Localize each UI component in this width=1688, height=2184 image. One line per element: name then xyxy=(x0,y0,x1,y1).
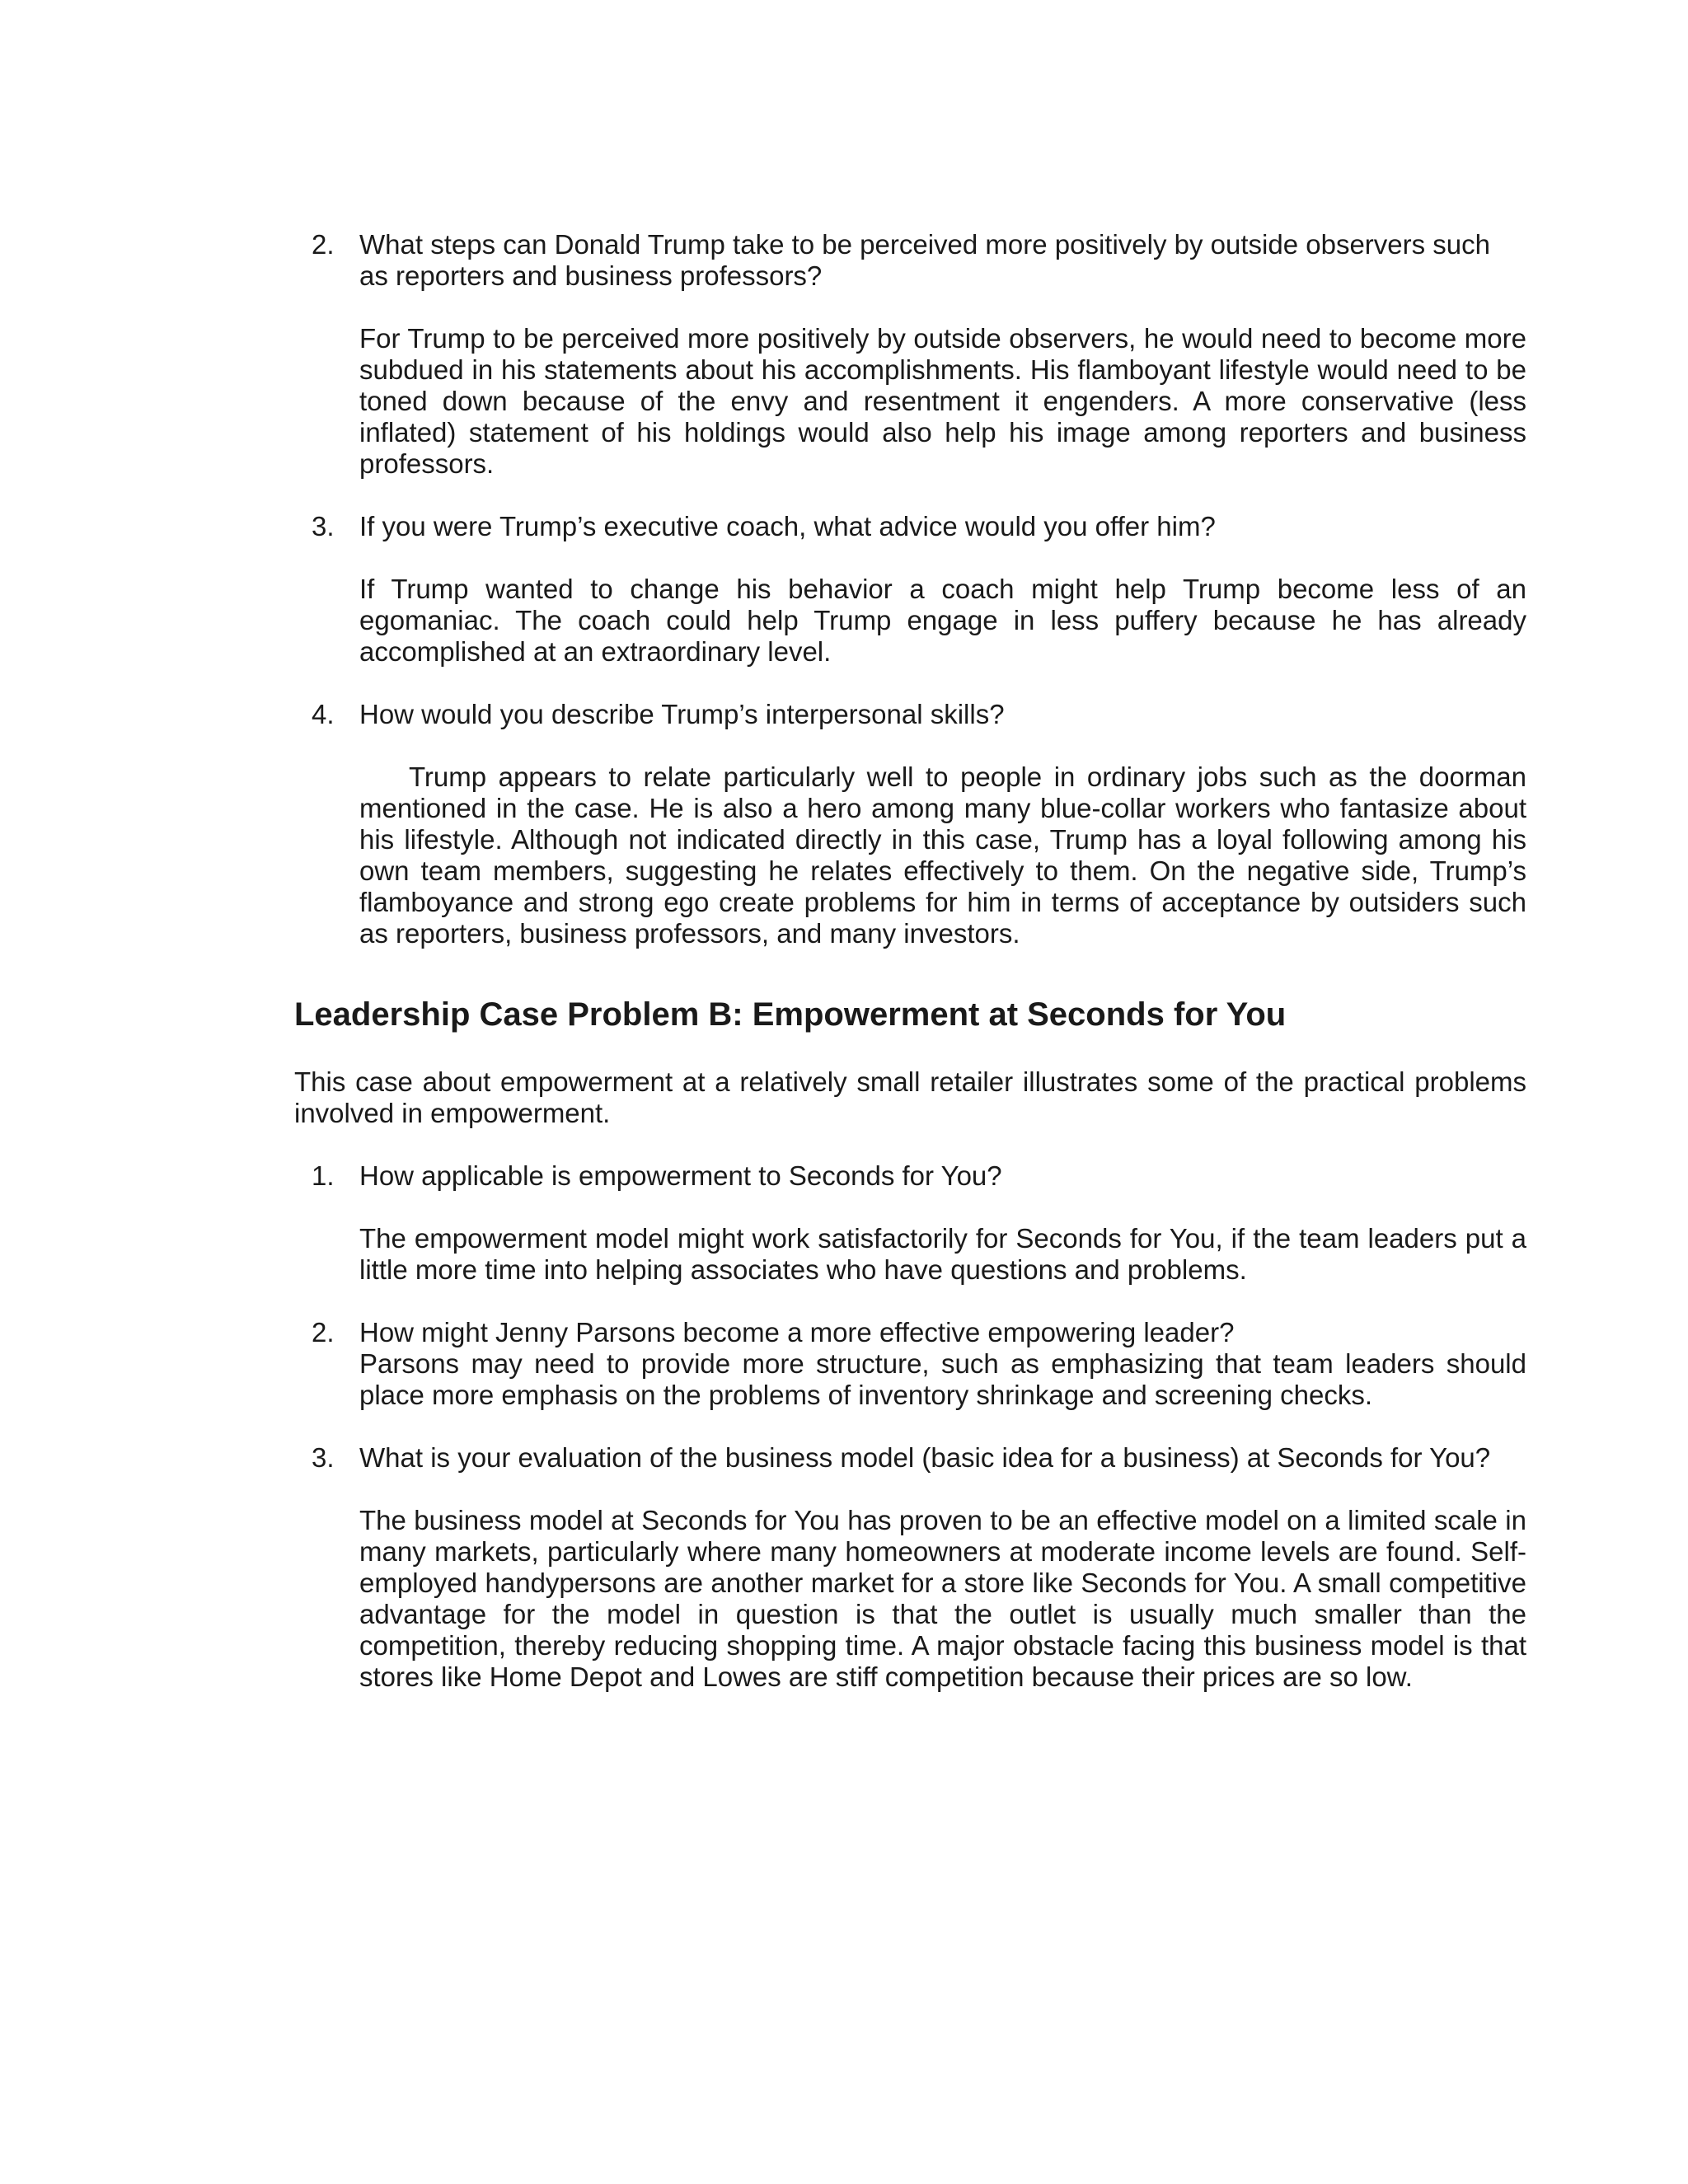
answer-text: The business model at Seconds for You has proven to be an effective model on a limited scale in many markets, particularly where many homeowners at moderate income levels are found. Self-employed handypersons are another market for a store like Seconds for You. A small competitive advantage for the model in question is that the outlet is usually much smaller than the competition, thereby reducing shopping time. A major obstacle facing this business model is that stores like Home Depot and Lowes are stiff competition because their prices are so low. xyxy=(359,1505,1526,1692)
question-number: 1. xyxy=(312,1160,335,1191)
question-number: 2. xyxy=(312,229,335,260)
question-text: If you were Trump’s executive coach, what advice would you offer him? xyxy=(359,511,1216,541)
question-text: How might Jenny Parsons become a more effective empowering leader? xyxy=(359,1317,1235,1347)
answer-text: Parsons may need to provide more structure, such as emphasizing that team leaders should place more emphasis on the problems of inventory shrinkage and screening checks. xyxy=(359,1348,1526,1410)
question-number: 3. xyxy=(312,1442,335,1473)
section-heading: Leadership Case Problem B: Empowerment at Seconds for You xyxy=(294,996,1287,1033)
question-text: How applicable is empowerment to Seconds for You? xyxy=(359,1160,1002,1191)
question-number: 4. xyxy=(312,699,335,729)
question-text: What steps can Donald Trump take to be perceived more positively by outside observers such as reporters and business professors? xyxy=(359,229,1491,291)
question-text: How would you describe Trump’s interpersonal skills? xyxy=(359,699,1005,729)
question-number: 2. xyxy=(312,1317,335,1347)
answer-text: If Trump wanted to change his behavior a coach might help Trump become less of an egomaniac. The coach could help Trump engage in less puffery because he has already accomplished at an extraordinary level. xyxy=(359,574,1526,667)
section-intro: This case about empowerment at a relatively small retailer illustrates some of the practical problems involved in empowerment. xyxy=(294,1066,1526,1128)
answer-text: For Trump to be perceived more positively by outside observers, he would need to become more subdued in his statements about his accomplishments. His flamboyant lifestyle would need to be toned down because of the envy and resentment it engenders. A more conservative (less inflated) statement of his holdings would also help his image among reporters and business professors. xyxy=(359,323,1526,479)
answer-text: The empowerment model might work satisfactorily for Seconds for You, if the team leaders put a little more time into helping associates who have questions and problems. xyxy=(359,1223,1526,1285)
answer-text: Trump appears to relate particularly well to people in ordinary jobs such as the doorman mentioned in the case. He is also a hero among many blue-collar workers who fantasize about his lifestyle. Although not indicated directly in this case, Trump has a loyal following among his own team members, suggesting he relates effectively to them. On the negative side, Trump’s flamboyance and strong ego create problems for him in terms of acceptance by outsiders such as reporters, business professors, and many investors. xyxy=(359,762,1526,949)
question-text: What is your evaluation of the business model (basic idea for a business) at Seconds for You? xyxy=(359,1442,1491,1473)
question-number: 3. xyxy=(312,511,335,541)
